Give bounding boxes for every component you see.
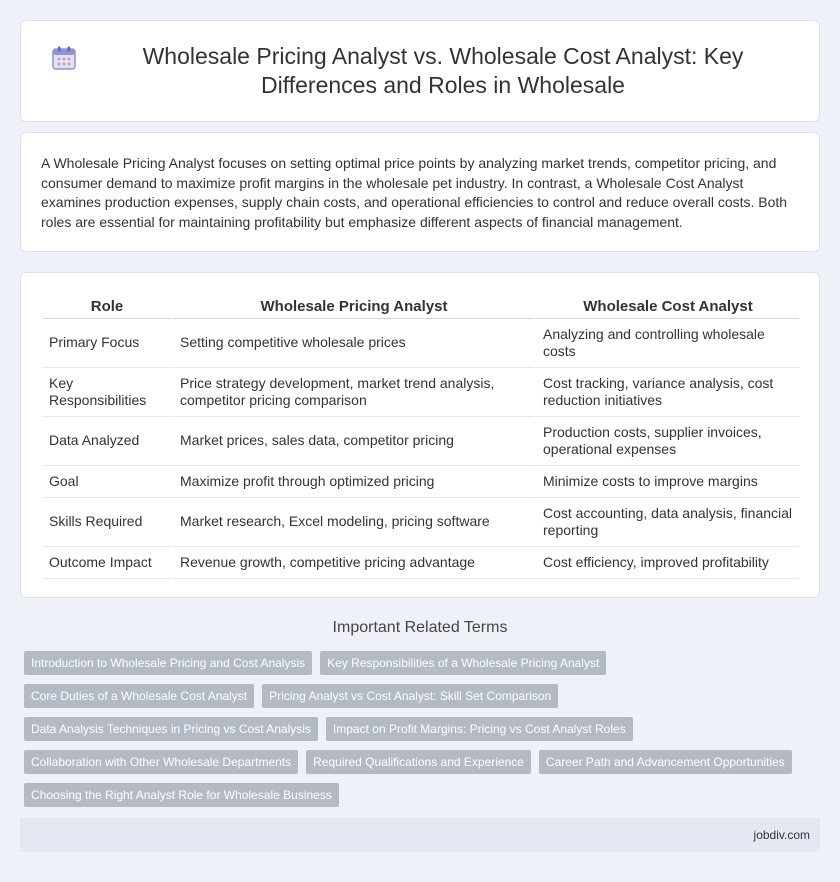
cost-cell: Cost efficiency, improved profitability (534, 547, 799, 579)
calendar-icon (51, 45, 77, 71)
row-label: Goal (43, 466, 171, 498)
row-label: Key Responsibilities (43, 368, 171, 417)
cost-cell: Cost tracking, variance analysis, cost reduction initiatives (534, 368, 799, 417)
pricing-cell: Price strategy development, market trend analysis, competitor pricing comparison (171, 368, 534, 417)
related-term-link[interactable]: Data Analysis Techniques in Pricing vs Cost Analysis (24, 717, 318, 741)
pricing-cell: Revenue growth, competitive pricing advantage (171, 547, 534, 579)
pricing-cell: Maximize profit through optimized pricing (171, 466, 534, 498)
cost-cell: Production costs, supplier invoices, operational expenses (534, 417, 799, 466)
intro-card (20, 132, 820, 252)
related-term-link[interactable]: Key Responsibilities of a Wholesale Pricing Analyst (320, 651, 606, 675)
comparison-table (43, 293, 799, 579)
related-term-link[interactable]: Career Path and Advancement Opportunities (539, 750, 792, 774)
footer-site-link[interactable]: jobdiv.com (753, 828, 810, 842)
intro-text: A Wholesale Pricing Analyst focuses on setting optimal price points by analyzing market trends, competitor pricing, and consumer demand to maximize profit margins in the wholesale pet industry. In contrast, a Wholesale Cost Analyst examines production expenses, supply chain costs, and operational efficiencies to control and reduce overall costs. Both roles are essential for maintaining profitability but emphasize different aspects of financial management. (41, 155, 788, 230)
table-row (43, 466, 799, 498)
related-term-link[interactable]: Core Duties of a Wholesale Cost Analyst (24, 684, 254, 708)
header-role: Role (43, 293, 171, 319)
related-term-link[interactable]: Introduction to Wholesale Pricing and Cost Analysis (24, 651, 312, 675)
pricing-cell: Market research, Excel modeling, pricing software (171, 498, 534, 547)
table-row (43, 319, 799, 368)
table-header-row (43, 293, 799, 319)
row-label: Primary Focus (43, 319, 171, 368)
related-term-link[interactable]: Pricing Analyst vs Cost Analyst: Skill Set Comparison (262, 684, 558, 708)
header-pricing-analyst: Wholesale Pricing Analyst (171, 293, 534, 319)
table-row (43, 417, 799, 466)
related-term-link[interactable]: Required Qualifications and Experience (306, 750, 531, 774)
cost-cell: Minimize costs to improve margins (534, 466, 799, 498)
table-row (43, 368, 799, 417)
page-title: Wholesale Pricing Analyst vs. Wholesale Cost Analyst: Key Differences and Roles in Wholesale (142, 43, 744, 98)
pricing-cell: Market prices, sales data, competitor pricing (171, 417, 534, 466)
row-label: Data Analyzed (43, 417, 171, 466)
related-terms-title: Important Related Terms (332, 619, 508, 636)
related-term-link[interactable]: Choosing the Right Analyst Role for Wholesale Business (24, 783, 339, 807)
title-wrap (51, 42, 789, 100)
related-term-link[interactable]: Collaboration with Other Wholesale Departments (24, 750, 298, 774)
table-row (43, 498, 799, 547)
row-label: Outcome Impact (43, 547, 171, 579)
cost-cell: Cost accounting, data analysis, financial reporting (534, 498, 799, 547)
row-label: Skills Required (43, 498, 171, 547)
title-card (20, 20, 820, 122)
footer (20, 818, 820, 852)
header-cost-analyst: Wholesale Cost Analyst (534, 293, 799, 319)
related-term-link[interactable]: Impact on Profit Margins: Pricing vs Cost Analyst Roles (326, 717, 633, 741)
related-terms-list (24, 651, 814, 807)
cost-cell: Analyzing and controlling wholesale costs (534, 319, 799, 368)
table-row (43, 547, 799, 579)
comparison-card (20, 272, 820, 598)
pricing-cell: Setting competitive wholesale prices (171, 319, 534, 368)
